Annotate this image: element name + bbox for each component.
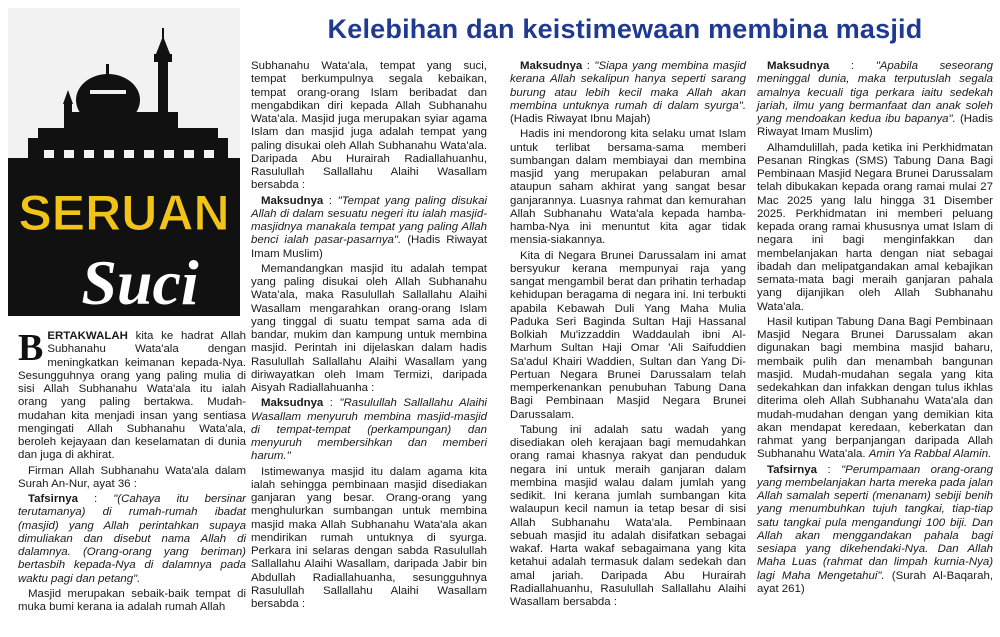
article-column-3: [510, 60, 746, 611]
paragraph: Masjid merupakan sebaik-baik tempat di muka bumi kerana ia adalah rumah Allah: [18, 587, 246, 613]
logo-word-seruan: SERUAN: [18, 185, 230, 241]
quote-paragraph: Tafsirnya : "(Cahaya itu bersinar terutamanya) di rumah-rumah ibadat (masjid) yang Allah perintahkan supaya dimuliakan dan disebut nama Allah di dalamnya. (Orang-orang yang beriman) bertasbih kepada-Nya di dalamnya pada waktu pagi dan petang".: [18, 493, 246, 585]
quote-paragraph: Maksudnya : "Siapa yang membina masjid kerana Allah sekalipun hanya seperti sarang burung atau lebih kecil maka Allah akan membina untuknya rumah di dalam syurga". (Hadis Riwayat Ibnu Majah): [510, 60, 746, 125]
article-column-1: [18, 327, 246, 616]
paragraph: Hasil kutipan Tabung Dana Bagi Pembinaan Masjid Negara Brunei Darussalam akan digunakan bagi membina masjid baharu, membaik pulih dan menambah bangunan masjid. Mudah-mudahan segala yang kita sedekahkan dan infakkan dengan tulus ikhlas diterima oleh Allah Subhanahu Wata'ala dan mudah-mudahan dengan yang demikian kita akan mendapat keredaan, keberkatan dan rahmat yang berpanjangan daripada Allah Subhanahu Wata'ala. Amin Ya Rabbal Alamin.: [757, 315, 993, 461]
mosque-illustration: [8, 8, 240, 316]
paragraph: Subhanahu Wata'ala, tempat yang suci, tempat berkumpulnya segala kebaikan, tempat orang-orang Islam beribadat dan mengabdikan diri kepada Allah Subhanahu Wata'ala. Masjid juga merupakan syiar agama Islam dan masjid juga adalah tempat yang paling disukai oleh Allah Subhanahu Wata'ala. Daripada Abu Hurairah Radiallahuanhu, Rasulullah Sallallahu Alaihi Wasallam bersabda :: [251, 60, 487, 192]
quote-paragraph: Maksudnya : "Apabila seseorang meninggal dunia, maka terputuslah segala amalnya kecuali tiga perkara iaitu sedekah jariah, ilmu yang bermanfaat dan anak soleh yang mendoakan kedua ibu bapanya". (Hadis Riwayat Imam Muslim): [757, 60, 993, 139]
seruan-suci-logo: [8, 8, 240, 316]
logo-word-suci: Suci: [81, 247, 199, 316]
article-column-2: [251, 60, 487, 613]
headline: Kelebihan dan keistimewaan membina masjid: [327, 14, 923, 44]
paragraph: Tabung ini adalah satu wadah yang disediakan oleh kerajaan bagi memudahkan orang ramai khasnya rakyat dan penduduk negara ini untuk meraih ganjaran dalam membina masjid walau dalam jumlah yang sedikit. Ini kerana jumlah sumbangan kita walaupun kecil namun ia tetap besar di sisi Allah Subhanahu Wata'ala. Pembinaan sebuah masjid itu adalah disifatkan sebagai wakaf. Harta wakaf sebagaimana yang kita ketahui adalah termasuk dalam sedekah dan amal jariah. Daripada Abu Hurairah Radiallahuanhu, Rasulullah Sallallahu Alaihi Wasallam bersabda :: [510, 423, 746, 608]
paragraph: Istimewanya masjid itu dalam agama kita ialah sehingga pembinaan masjid disediakan ganjaran yang besar. Orang-orang yang menghulurkan sumbangan untuk membina masjid maka Allah Subhanahu Wata'ala akan mendirikan rumah untuknya di syurga. Perkara ini selaras dengan sabda Rasulullah Sallallahu Alaihi Wasallam, daripada Jabir bin Abdullah Radiallahuanha, sesungguhnya Rasulullah Sallallahu Alaihi Wasallam bersabda :: [251, 465, 487, 610]
paragraph: Alhamdulillah, pada ketika ini Perkhidmatan Pesanan Ringkas (SMS) Tabung Dana Bagi Pembinaan Masjid Negara Brunei Darussalam telah dibukakan kepada orang ramai mulai 27 Mac 2025 yang lalu hingga 31 Disember 2025. Perkhidmatan ini memberi peluang kepada orang ramai khususnya umat Islam di negara ini bagi menginfakkan dan membelanjakan harta dengan niat sebagai ibadah dan melipatgandakan amal kebajikan semata-mata bagi meraih ganjaran pahala yang dijanjikan oleh Allah Subhanahu Wata'ala.: [757, 141, 993, 313]
paragraph: Hadis ini mendorong kita selaku umat Islam untuk terlibat bersama-sama memberi sumbangan dalam membiayai dan membina masjid yang merupakan pelaburan amal ataupun saham akhirat yang sangat besar ganjarannya. Luasnya rahmat dan kemurahan Allah Subhanahu Wata'ala kepada hamba-hamba-Nya ini menuntut kita agar tidak mensia-siakannya.: [510, 128, 746, 247]
intro-paragraph: BERTAKWALAH kita ke hadrat Allah Subhanahu Wata'ala dengan meningkatkan keimanan kepada-Nya. Sesungguhnya orang yang paling mulia di sisi Allah Subhanahu Wata'ala itu ialah orang yang paling bertakwa. Mudah-mudahan kita menjadi insan yang sentiasa mengingati Allah Subhanahu Wata'ala, beroleh kejayaan dan keselamatan di dunia dan juga di akhirat.: [18, 327, 246, 462]
paragraph: Kita di Negara Brunei Darussalam ini amat bersyukur kerana mempunyai raja yang sangat mengambil berat dan prihatin terhadap kehidupan beragama di negara ini. Ini terbukti apabila Kebawah Duli Yang Maha Mulia Paduka Seri Baginda Sultan Haji Hassanal Bolkiah Mu'izzaddin Waddaulah ibni Al-Marhum Sultan Haji Omar 'Ali Saifuddien Sa'adul Khairi Waddien, Sultan dan Yang Di-Pertuan Negara Brunei Darussalam telah memperkenankan penubuhan Tabung Dana Bagi Pembinaan Masjid Negara Brunei Darussalam.: [510, 249, 746, 421]
drop-cap: B: [18, 327, 44, 369]
article-column-4: [757, 60, 993, 598]
paragraph: Memandangkan masjid itu adalah tempat yang paling disukai oleh Allah Subhanahu Wata'ala, maka Rasulullah Sallallahu Alaihi Wasallam mengarahkan orang-orang Islam yang tinggal di suatu tempat sama ada di bandar, mukim dan kampung untuk membina masjid. Perintah ini dijelaskan dalam hadis Rasulullah Sallallahu Alaihi Wasallam yang diriwayatkan oleh Imam Termizi, daripada Aisyah Radiallahuanha :: [251, 262, 487, 394]
quote-paragraph: Maksudnya : "Tempat yang paling disukai Allah di dalam sesuatu negeri itu ialah masjid-masjidnya manakala tempat yang paling Allah benci ialah pasar-pasarnya". (Hadis Riwayat Imam Muslim): [251, 194, 487, 260]
quote-paragraph: Tafsirnya : "Perumpamaan orang-orang yang membelanjakan harta mereka pada jalan Allah samalah seperti (menanam) sebiji benih yang menumbuhkan tujuh tangkai, tiap-tiap satu tangkai pula mengandungi 100 biji. Dan Allah akan menggandakan pahala bagi sesiapa yang dikehendaki-Nya. Dan Allah Maha Luas (rahmat dan limpah kurnia-Nya) lagi Maha Mengetahui". (Surah Al-Baqarah, ayat 261): [757, 463, 994, 595]
quote-paragraph: Maksudnya : "Rasulullah Sallallahu Alaihi Wasallam menyuruh membina masjid-masjid di tempat-tempat (perkampungan) dan menyuruh membersihkan dan memberi harum.": [251, 397, 487, 463]
paragraph: Firman Allah Subhanahu Wata'ala dalam Surah An-Nur, ayat 36 :: [18, 464, 246, 490]
